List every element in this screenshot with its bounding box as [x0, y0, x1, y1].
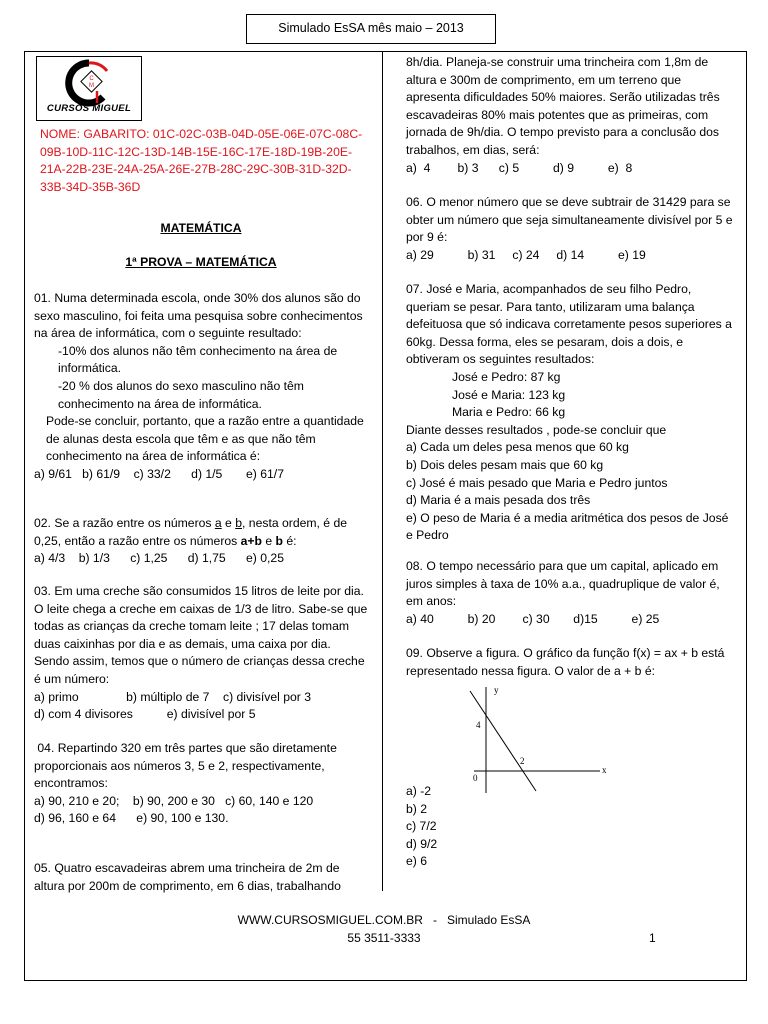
- q08-stem: 08. O tempo necessário para que um capital, aplicado em juros simples à taxa de 10% a.a., quadruplique de valor é, em anos:: [406, 559, 720, 609]
- cursos-miguel-logo: [36, 56, 142, 121]
- q01-options: a) 9/61 b) 61/9 c) 33/2 d) 1/5 e) 61/7: [34, 466, 284, 481]
- q09-option-c: c) 7/2: [406, 819, 437, 834]
- q04-stem: 04. Repartindo 320 em três partes que são diretamente proporcionais aos números 3, 5 e 2, respectivamente, encontramos:: [34, 741, 341, 791]
- question-06: [406, 194, 736, 264]
- q07-option-c: c) José é mais pesado que Maria e Pedro juntos: [406, 475, 668, 490]
- q03-options-1: a) primo b) múltiplo de 7 c) divisível por 3: [34, 689, 312, 704]
- q02-stem: [34, 515, 368, 550]
- question-05-start: [34, 860, 368, 895]
- logo-text: CURSOS MIGUEL: [46, 103, 132, 115]
- document-title-box: [246, 14, 496, 44]
- question-09: [406, 645, 736, 680]
- graph-y-label: y: [494, 685, 499, 695]
- page-number: 1: [649, 931, 656, 945]
- question-07: [406, 281, 736, 545]
- footer-website: WWW.CURSOSMIGUEL.COM.BR - Simulado EsSA: [237, 913, 531, 927]
- q09-option-d: d) 9/2: [406, 836, 438, 851]
- q01-line1: -10% dos alunos não têm conhecimento na área de informática.: [58, 343, 338, 376]
- answer-key: [34, 126, 368, 196]
- q07-option-b: b) Dois deles pesam mais que 60 kg: [406, 457, 604, 472]
- question-02: [34, 515, 368, 568]
- question-08: [406, 558, 736, 628]
- q07-result-1: José e Pedro: 87 kg: [452, 369, 561, 384]
- q01-stem: 01. Numa determinada escola, onde 30% dos alunos são do sexo masculino, foi feita uma pesquisa sobre conhecimentos na área de informática, com o seguinte resultado:: [34, 291, 363, 341]
- q02-text-b: , nesta ordem, é de 0,25, então a razão entre os números: [34, 516, 348, 548]
- footer-phone: 55 3511-3333: [347, 931, 421, 945]
- question-09-options: [406, 783, 736, 871]
- graph-origin-label: 0: [473, 773, 478, 783]
- q02-expr: a+b: [240, 533, 262, 548]
- q02-var-a: a: [214, 516, 222, 530]
- svg-text:C: C: [89, 76, 94, 82]
- q07-option-d: d) Maria é a mais pesada dos três: [406, 493, 591, 508]
- q02-var-b: b: [235, 516, 243, 530]
- linear-function-graph: [466, 683, 616, 795]
- q01-line3: Pode-se concluir, portanto, que a razão entre a quantidade de alunas desta escola que têm e as que não têm conhecimento na área de informática é:: [46, 414, 364, 464]
- graph-y-intercept-label: 4: [476, 720, 481, 730]
- q05-options: a) 4 b) 3 c) 5 d) 9 e) 8: [406, 160, 633, 175]
- exam-title: 1ª PROVA – MATEMÁTICA: [125, 255, 277, 269]
- section-title: MATEMÁTICA: [160, 221, 242, 235]
- q07-question: Diante desses resultados , pode-se concluir que: [406, 422, 667, 437]
- question-01: [34, 290, 368, 484]
- q05-stem-end: 8h/dia. Planeja-se construir uma trincheira com 1,8m de altura e 300m de comprimento, em um terreno que apresenta dificuldades 50% maiores. Serão utilizadas três escavadeiras 80% mais potentes que as primeiras, com jornada de 9h/dia. O tempo previsto para a conclusão dos trabalhos, em dias, será:: [406, 55, 720, 157]
- question-05-end: [406, 54, 736, 177]
- q09-stem: 09. Observe a figura. O gráfico da função f(x) = ax + b está representado nessa figura. O valor de a + b é:: [406, 646, 725, 678]
- q07-stem: 07. José e Maria, acompanhados de seu filho Pedro, queriam se pesar. Para tanto, utilizaram uma balança defeituosa que só indicava corretamente pesos superiores a 60kg. Dessa forma, eles se pesaram, dois a dois, e obtiveram os seguintes resultados:: [406, 282, 732, 367]
- q04-options-1: a) 90, 210 e 20; b) 90, 200 e 30 c) 60, 140 e 120: [34, 793, 314, 808]
- svg-text:M: M: [89, 83, 94, 89]
- q06-options: a) 29 b) 31 c) 24 d) 14 e) 19: [406, 247, 646, 262]
- document-title: Simulado EsSA mês maio – 2013: [278, 21, 464, 36]
- q09-option-e: e) 6: [406, 854, 428, 869]
- question-03: [34, 583, 368, 724]
- q03-options-2: d) com 4 divisores e) divisível por 5: [34, 707, 256, 722]
- graph-function-line: [470, 691, 536, 791]
- q05-stem-start: 05. Quatro escavadeiras abrem uma trincheira de 2m de altura por 200m de comprimento, em 6 dias, trabalhando: [34, 861, 341, 893]
- column-divider: [382, 51, 383, 891]
- question-04: [34, 740, 368, 828]
- q07-option-e: e) O peso de Maria é a media aritmética dos pesos de José e Pedro: [406, 510, 729, 543]
- q07-result-2: José e Maria: 123 kg: [452, 387, 566, 402]
- q07-result-3: Maria e Pedro: 66 kg: [452, 405, 566, 420]
- q06-stem: 06. O menor número que se deve subtrair de 31429 para se obter um número que seja simultaneamente divisível por 5 e por 9 é:: [406, 195, 733, 245]
- q03-stem: 03. Em uma creche são consumidos 15 litros de leite por dia. O leite chega a creche em caixas de 1/3 de litro. Sabe-se que todas as crianças da creche tomam leite ; 17 delas tomam duas caixinhas por dia e as demais, uma caixa por dia. Sendo assim, temos que o número de crianças dessa creche é um número:: [34, 584, 368, 686]
- q09-option-b: b) 2: [406, 801, 428, 816]
- q08-options: a) 40 b) 20 c) 30 d)15 e) 25: [406, 611, 660, 626]
- graph-x-label: x: [602, 765, 607, 775]
- graph-x-intercept-label: 2: [520, 756, 525, 766]
- q02-text-mid: e: [221, 516, 236, 530]
- q02-text-c: e: [261, 533, 276, 548]
- q02-options: a) 4/3 b) 1/3 c) 1,25 d) 1,75 e) 0,25: [34, 551, 284, 566]
- q02-text-a: 02. Se a razão entre os números: [34, 516, 215, 530]
- q09-option-a: a) -2: [406, 784, 432, 798]
- answer-key-text: NOME: GABARITO: 01C-02C-03B-04D-05E-06E-07C-08C-09B-10D-11C-12C-13D-14B-15E-16C-17E-18D-19B-20E-21A-22B-23E-24A-25A-26E-27B-28C-29C-30B-31D-32D-33B-34D-35B-36D: [40, 127, 363, 194]
- q07-option-a: a) Cada um deles pesa menos que 60 kg: [406, 440, 629, 455]
- q02-text-d: é:: [283, 533, 297, 548]
- q04-options-2: d) 96, 160 e 64 e) 90, 100 e 130.: [34, 811, 229, 826]
- q01-line2: -20 % dos alunos do sexo masculino não têm conhecimento na área de informática.: [58, 378, 304, 411]
- q02-var-b2: b: [275, 533, 283, 548]
